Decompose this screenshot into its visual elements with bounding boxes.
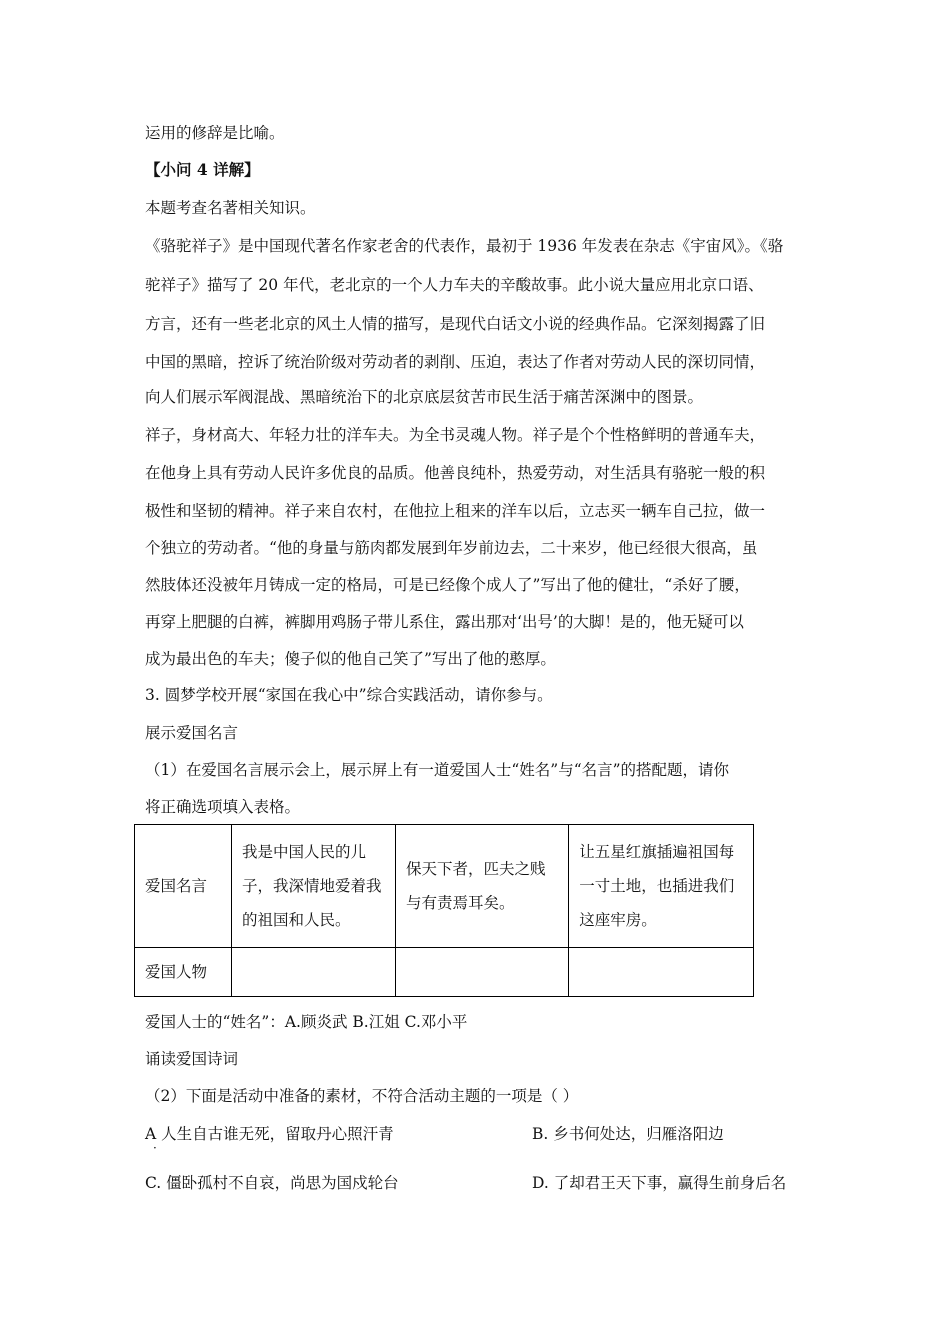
- question-3-stem: 3. 圆梦学校开展“家国在我心中”综合实践活动，请你参与。: [145, 686, 553, 704]
- answer-cell[interactable]: [569, 948, 754, 997]
- text-line: 本题考查名著相关知识。: [145, 199, 316, 217]
- text-line: 成为最出色的车夫；傻子似的他自己笑了”写出了他的憨厚。: [145, 650, 556, 668]
- option-b[interactable]: B. 乡书何处达，归雁洛阳边: [532, 1125, 724, 1143]
- table-row: [135, 825, 754, 948]
- name-options: 爱国人士的“姓名”：A.顾炎武 B.江姐 C.邓小平: [145, 1013, 468, 1031]
- option-c[interactable]: C. 僵卧孤村不自哀，尚思为国戍轮台: [145, 1174, 399, 1192]
- text-line: 个独立的劳动者。“他的身量与筋肉都发展到年岁前边去，二十来岁，他已经很大很高，虽: [145, 539, 758, 557]
- text-line: 在他身上具有劳动人民许多优良的品质。他善良纯朴，热爱劳动，对生活具有骆驼一般的积: [145, 464, 766, 482]
- text-line: 驼祥子》描写了 20 年代，老北京的一个人力车夫的辛酸故事。此小说大量应用北京口语、: [145, 276, 764, 294]
- quote-cell: 我是中国人民的儿子，我深情地爱着我的祖国和人民。: [232, 825, 396, 948]
- section-heading: 【小问 4 详解】: [145, 160, 260, 179]
- question-1-text: 将正确选项填入表格。: [145, 798, 301, 816]
- text-line: 然肢体还没被年月铸成一定的格局，可是已经像个成人了”写出了他的健壮，“杀好了腰，: [145, 576, 750, 594]
- option-a[interactable]: A 人生自古谁无死，留取丹心照汗青: [145, 1125, 394, 1143]
- text-line: 极性和坚韧的精神。祥子来自农村，在他拉上租来的洋车以后，立志买一辆车自己拉，做一: [145, 502, 766, 520]
- subsection-title: 诵读爱国诗词: [145, 1050, 239, 1068]
- row-label-person: 爱国人物: [135, 948, 232, 997]
- quote-cell: 保天下者，匹夫之贱与有责焉耳矣。: [395, 825, 568, 948]
- text-line: 再穿上肥腿的白裤，裤脚用鸡肠子带儿系住，露出那对‘出号’的大脚！是的，他无疑可以: [145, 613, 744, 631]
- question-1-text: （1）在爱国名言展示会上，展示屏上有一道爱国人士“姓名”与“名言”的搭配题，请你: [145, 761, 730, 779]
- option-d[interactable]: D. 了却君王天下事，赢得生前身后名: [532, 1174, 787, 1192]
- text-line: 向人们展示军阀混战、黑暗统治下的北京底层贫苦市民生活于痛苦深渊中的图景。: [145, 388, 704, 406]
- answer-cell[interactable]: [395, 948, 568, 997]
- option-a-dot: ·: [153, 1141, 157, 1155]
- text-line: 运用的修辞是比喻。: [145, 124, 285, 142]
- matching-table: [134, 824, 754, 997]
- text-line: 方言，还有一些老北京的风土人情的描写，是现代白话文小说的经典作品。它深刻揭露了旧: [145, 315, 766, 333]
- text-line: 《骆驼祥子》是中国现代著名作家老舍的代表作，最初于 1936 年发表在杂志《宇宙风》。《骆: [145, 237, 784, 255]
- table-row: [135, 948, 754, 997]
- text-line: 祥子，身材高大、年轻力壮的洋车夫。为全书灵魂人物。祥子是个个性格鲜明的普通车夫，: [145, 426, 766, 444]
- answer-cell[interactable]: [232, 948, 396, 997]
- text-line: 中国的黑暗，控诉了统治阶级对劳动者的剥削、压迫，表达了作者对劳动人民的深切同情，: [145, 353, 766, 371]
- quote-cell: 让五星红旗插遍祖国每一寸土地，也插进我们这座牢房。: [569, 825, 754, 948]
- row-label-quote: 爱国名言: [135, 825, 232, 948]
- subsection-title: 展示爱国名言: [145, 724, 239, 742]
- question-2-text: （2）下面是活动中准备的素材，不符合活动主题的一项是（ ）: [145, 1087, 579, 1105]
